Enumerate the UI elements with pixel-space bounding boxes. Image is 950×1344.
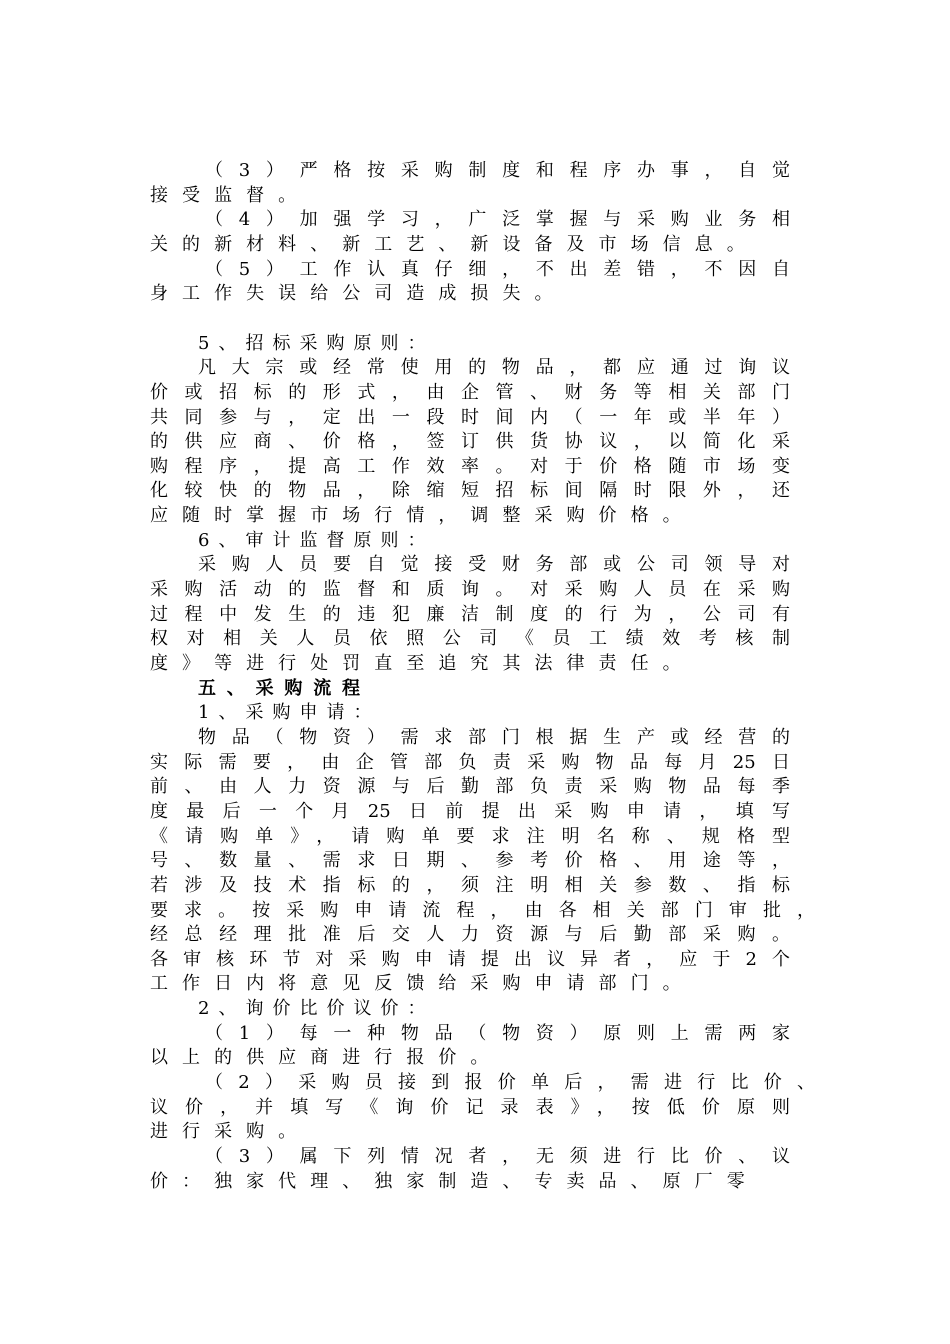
text-line: 实际需要，由企管部负责采购物品每月25日 — [150, 751, 790, 773]
text-line: 身工作失误给公司造成损失。 — [150, 283, 567, 305]
text-line: 6、审计监督原则： — [198, 529, 435, 551]
text-line: （3）严格按采购制度和程序办事，自觉 — [205, 160, 790, 181]
text-line: （1）每一种物品（物资）原则上需两家 — [205, 1022, 790, 1044]
text-line: 采购活动的监督和质询。对采购人员在采购 — [150, 579, 790, 601]
text-line: 经总经理批准后交人力资源与后勤部采购。 — [150, 924, 790, 946]
text-line: 度》等进行处罚直至追究其法律责任。 — [150, 653, 695, 674]
text-line: 度最后一个月25日前提出采购申请，填写 — [150, 800, 790, 822]
text-line: 2、询价比价议价： — [198, 998, 435, 1020]
text-line: 物品（物资）需求部门根据生产或经营的 — [198, 726, 790, 748]
text-line: （4）加强学习，广泛掌握与采购业务相 — [205, 209, 790, 231]
text-line: （3）属下列情况者，无须进行比价、议 — [205, 1146, 790, 1167]
text-line: （2）采购员接到报价单后，需进行比价、 — [205, 1072, 815, 1094]
text-line: 以上的供应商进行报价。 — [150, 1047, 503, 1069]
blank-line — [150, 306, 790, 332]
text-line: 价或招标的形式，由企管、财务等相关部门 — [150, 381, 790, 403]
text-line: 关的新材料、新工艺、新设备及市场信息。 — [150, 233, 759, 255]
text-line: 5、招标采购原则： — [198, 332, 435, 354]
text-line: 价：独家代理、独家制造、专卖品、原厂零 — [150, 1170, 759, 1192]
text-line: 议价，并填写《询价记录表》，按低价原则 — [150, 1096, 790, 1118]
text-line: 各审核环节对采购申请提出议异者，应于2个 — [150, 948, 790, 970]
text-line: 若涉及技术指标的，须注明相关参数、指标 — [150, 874, 790, 896]
text-line: 过程中发生的违犯廉洁制度的行为，公司有 — [150, 603, 790, 625]
text-line: 权对相关人员依照公司《员工绩效考核制 — [150, 628, 790, 650]
text-line: 1、采购申请： — [198, 702, 381, 724]
text-line: 接受监督。 — [150, 184, 311, 206]
text-line: 五、采购流程 — [198, 677, 371, 699]
text-line: 的供应商、价格，签订供货协议，以简化采 — [150, 431, 790, 453]
text-line: 共同参与，定出一段时间内（一年或半年） — [150, 406, 790, 428]
text-line: 购程序，提高工作效率。对于价格随市场变 — [150, 455, 790, 477]
text-line: 采购人员要自觉接受财务部或公司领导对 — [198, 554, 790, 576]
text-line: 应随时掌握市场行情，调整采购价格。 — [150, 505, 695, 527]
text-line: 号、数量、需求日期、参考价格、用途等， — [150, 850, 790, 872]
text-line: 《请购单》，请购单要求注明名称、规格型 — [150, 825, 790, 847]
text-line: 化较快的物品，除缩短招标间隔时限外，还 — [150, 480, 790, 502]
text-line: 工作日内将意见反馈给采购申请部门。 — [150, 973, 695, 995]
text-line: 进行采购。 — [150, 1121, 311, 1143]
text-line: （5）工作认真仔细，不出差错，不因自 — [205, 258, 790, 280]
text-line: 凡大宗或经常使用的物品，都应通过询议 — [198, 357, 790, 379]
text-line: 前、由人力资源与后勤部负责采购物品每季 — [150, 776, 790, 798]
text-line: 要求。按采购申请流程，由各相关部门审批， — [150, 899, 815, 921]
